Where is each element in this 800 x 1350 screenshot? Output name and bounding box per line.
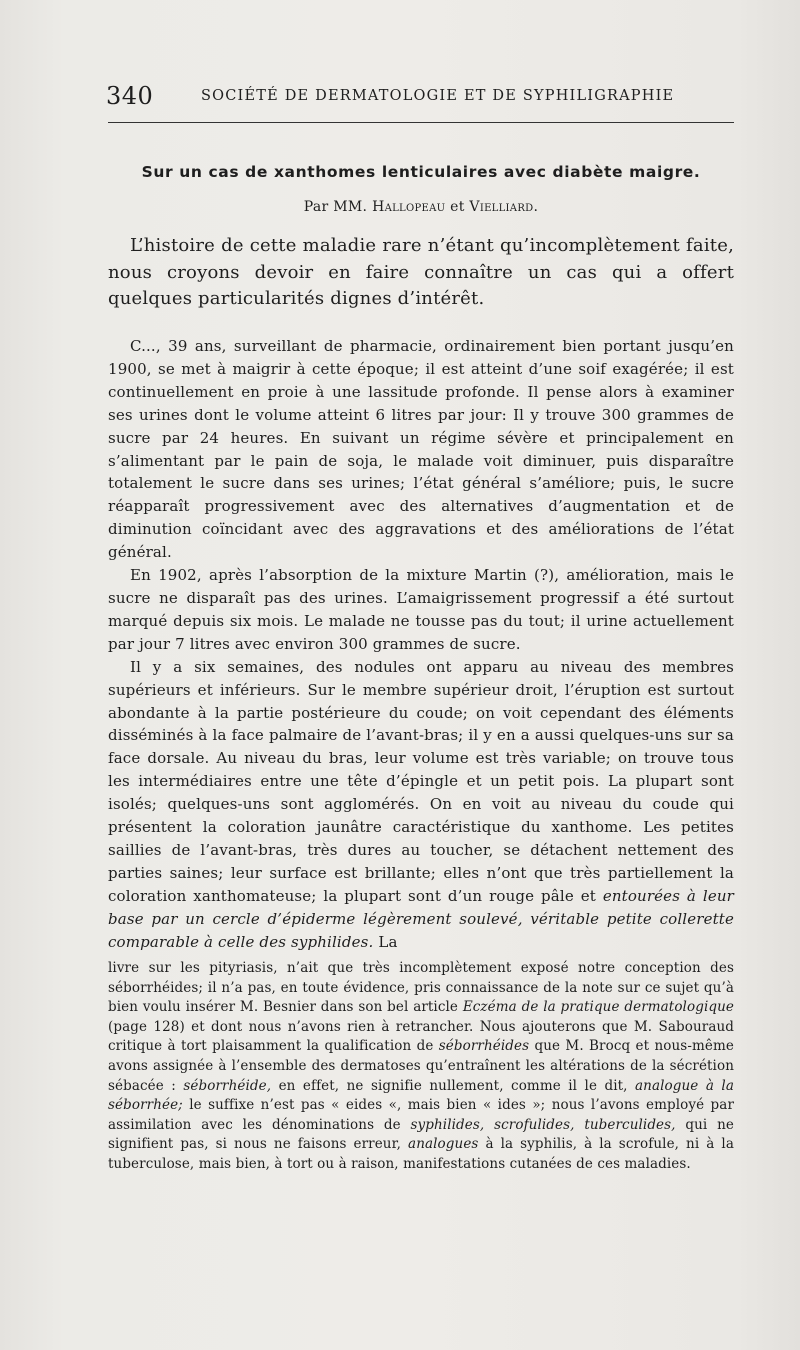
author-vielliard: Vielliard. — [469, 199, 539, 215]
footnote-text-3: que M. Brocq et nous-même avons assignée à l’ensemble des dermatoses qu’entraînent les altérations de la sécrétion sébacée : — [108, 1038, 734, 1094]
footnote-italic-3: séborrhéide, — [183, 1077, 272, 1094]
byline-prefix: Par MM. — [303, 199, 368, 215]
footnote — [108, 959, 734, 1175]
header-rule — [108, 122, 734, 123]
footnote-italic-5: syphilides, scrofulides, tuberculides, — [410, 1116, 676, 1133]
footnote-text-5: le suffixe n’est pas « eides «, mais bien « ides »; nous l’avons employé par assimilation avec les dénominations de — [108, 1097, 734, 1133]
nodules-text-end: La — [378, 932, 398, 951]
lead-paragraph: L’histoire de cette maladie rare n’étant qu’incomplètement faite, nous croyons devoir en faire connaître un cas qui a offert quelques particularités dignes d’intérêt. — [108, 235, 734, 309]
footnote-text-7: à la syphilis, à la scrofule, ni à la tuberculose, mais bien, à tort ou à raison, manifestations cutanées de ces maladies. — [108, 1136, 734, 1172]
byline-conjunction: et — [450, 199, 465, 215]
paragraph-nodules — [108, 656, 734, 954]
paragraph-evolution: En 1902, après l’absorption de la mixture Martin (?), amélioration, mais le sucre ne disparaît pas des urines. L’amaigrissement progressif a été surtout marqué depuis six mois. Le malade ne tousse pas du tout; il urine actuellement par jour 7 litres avec environ 300 grammes de sucre. — [108, 566, 734, 653]
footnote-italic-6: analogues — [408, 1136, 479, 1153]
footnote-italic-4: analogue à la séborrhée; — [108, 1077, 734, 1114]
footnote-text-1: livre sur les pityriasis, n’ait que très incomplètement exposé notre conception des séborrhéides; il n’a pas, en toute évidence, pris connaissance de la note sur ce sujet qu’à bien voulu insérer M. Besnier dans son bel article — [108, 960, 734, 1016]
nodules-text: Il y a six semaines, des nodules ont apparu au niveau des membres supérieurs et inférieurs. Sur le membre supérieur droit, l’éruption est surtout abondante à la partie postérieure du coude; on voit cependant des éléments disséminés à la face palmaire de l’avant-bras; il y en a aussi quelques-uns sur sa face dorsale. Au niveau du bras, leur volume est très variable; on trouve tous les intermédiaires entre une tête d’épingle et un petit pois. La plupart sont isolés; quelques-uns sont agglomérés. On en voit au niveau du coude qui présentent la coloration jaunâtre caractéristique du xanthome. Les petites saillies de l’avant-bras, très dures au toucher, se détachent nettement des parties saines; leur surface est brillante; elles n’ont que très partiellement la coloration xanthomateuse; la plupart sont d’un rouge pâle et — [108, 657, 734, 905]
page-number: 340 — [106, 82, 154, 110]
footnote-text-2: (page 128) et dont nous n’avons rien à retrancher. Nous ajouterons que M. Sabouraud critique à tort plaisamment la qualification de — [108, 1018, 734, 1055]
article-byline — [108, 199, 734, 215]
footnote-text-6: qui ne signifient pas, si nous ne faisons erreur, — [108, 1116, 734, 1153]
footnote-italic-1: Eczéma de la pratique dermatologique — [462, 999, 734, 1016]
article-title: Sur un cas de xanthomes lenticulaires avec diabète maigre. — [141, 163, 701, 181]
page-header — [106, 82, 734, 112]
nodules-italic-text: entourées à leur base par un cercle d’épiderme légèrement soulevé, véritable petite collerette comparable à celle des syphilides. — [108, 886, 735, 951]
running-head: SOCIÉTÉ DE DERMATOLOGIE ET DE SYPHILIGRAPHIE — [201, 88, 675, 104]
footnote-italic-2: séborrhéides — [438, 1038, 530, 1055]
footnote-text-4: en effet, ne signifie nullement, comme il le dit, — [278, 1077, 628, 1094]
article-body — [108, 335, 734, 953]
author-hallopeau: Hallopeau — [372, 199, 446, 215]
paragraph-case-history: C..., 39 ans, surveillant de pharmacie, ordinairement bien portant jusqu’en 1900, se met à maigrir à cette époque; il est atteint d’une soif exagérée; il est continuellement en proie à une lassitude profonde. Il pense alors à examiner ses urines dont le volume atteint 6 litres par jour: Il y trouve 300 grammes de sucre par 24 heures. En suivant un régime sévère et principalement en s’alimentant par le pain de soja, le malade voit diminuer, puis disparaître totalement le sucre dans ses urines; l’état général s’améliore; puis, le sucre réapparaît progressivement avec des alternatives d’augmentation et de diminution coïncidant avec des aggravations et des améliorations de l’état général. — [108, 337, 734, 562]
